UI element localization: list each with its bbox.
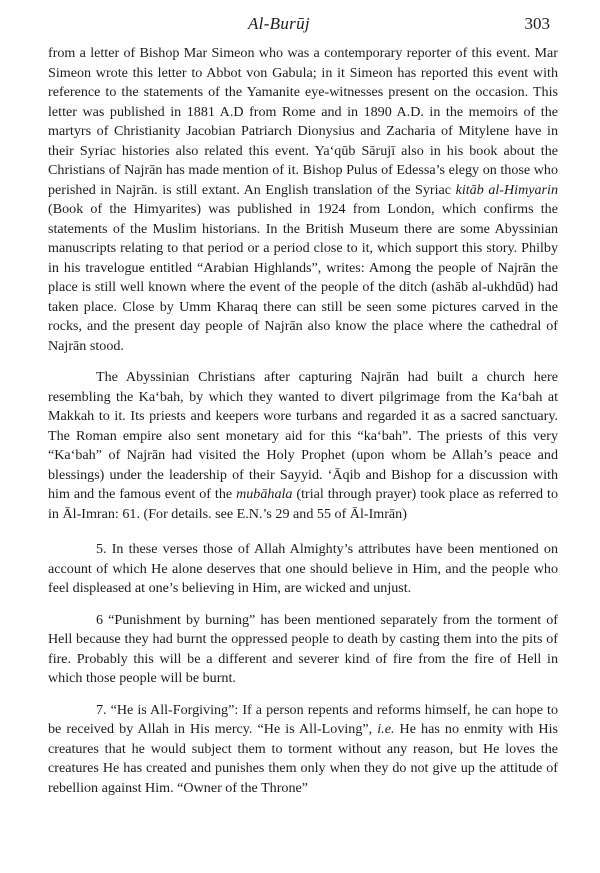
running-head: [0, 14, 600, 38]
text-span: 5. In these verses those of Allah Almighty’s attributes have been mentioned on account of which He alone deserves that one should believe in Him, and the people who feel displeased at one’s believing in Him, are wicked and unjust.: [48, 541, 558, 596]
running-title: Al-Burūj: [248, 14, 310, 33]
note-7: [48, 701, 558, 799]
italic-abbrev: i.e.: [377, 721, 395, 737]
text-span: (Book of the Himyarites) was published in 1924 from London, which confirms the statements of the Muslim historians. In the British Museum there are some Abyssinian manuscripts relating to that period or a period close to it, which support this story. Philby in his travelogue entitled “Arabian Highlands”, writes: Among the people of Najrān the place is still well known where the event of the people of the ditch (ashāb al-ukhdūd) had taken place. Close by Umm Kharaq there can still be seen some pictures carved in the rocks, and the present day people of Najrān also know the place where the cathedral of Najrān stood.: [48, 201, 558, 354]
italic-title: kitāb al-Himyarin: [455, 181, 558, 198]
paragraph-abyssinian-church: [48, 368, 558, 524]
text-span: 7. “He is All-Forgiving”: If a person repents and reforms himself, he can hope to be received by Allah in His mercy. “He is All-Loving”,: [48, 701, 558, 737]
text-span: 6 “Punishment by burning” has been mentioned separately from the torment of Hell because they had burnt the oppressed people to death by casting them into the pits of fire. Probably this will be a different and severer kind of fire from the fire of Hell in which those people will be burnt.: [48, 611, 558, 686]
note-6: [48, 611, 558, 689]
note-5: [48, 540, 558, 599]
text-span: (trial through prayer) took place as referred to in Āl-Imran: 61. (For details. see E.N.’s 29 and 55 of Āl-Imrān): [48, 486, 558, 522]
text-span: He has no enmity with His creatures that he would subject them to torment without any reason, but He loves the creatures He has created and punishes them only when they do not give up the attitude of rebellion against Him. “Owner of the Throne”: [48, 721, 558, 796]
paragraph-continuation: [48, 44, 558, 356]
page-number: 303: [524, 14, 550, 33]
italic-term: mubāhala: [236, 486, 293, 502]
text-span: from a letter of Bishop Mar Simeon who was a contemporary reporter of this event. Mar Simeon wrote this letter to Abbot von Gabula; in it Simeon has reported this event with reference to the statements of the Yamanite eye-witnesses present on the occasion. This letter was published in 1881 A.D from Rome and in 1890 A.D. in the memoirs of the martyrs of Christianity Jacobian Patriarch Dionysius and Zacharia of Mitylene have in their Syriac histories also related this event. Ya‘qūb Sārujī also in his book about the Christians of Najrān has made mention of it. Bishop Pulus of Edessa’s elegy on those who perished in Najrān. is still extant. An English translation of the Syriac: [48, 45, 558, 198]
body-text: [48, 44, 558, 798]
text-span: The Abyssinian Christians after capturing Najrān had built a church here resembling the Ka‘bah, by which they wanted to divert pilgrimage from the Ka‘bah at Makkah to it. Its priests and keepers wore turbans and regarded it as a sacred sanctuary. The Roman empire also sent monetary aid for this “ka‘bah”. The priests of this very “Ka‘bah” of Najrān had visited the Holy Prophet (upon whom be Allah’s peace and blessings) under the leadership of their Sayyid. ‘Āqib and Bishop for a discussion with him and the famous event of the: [48, 369, 558, 502]
